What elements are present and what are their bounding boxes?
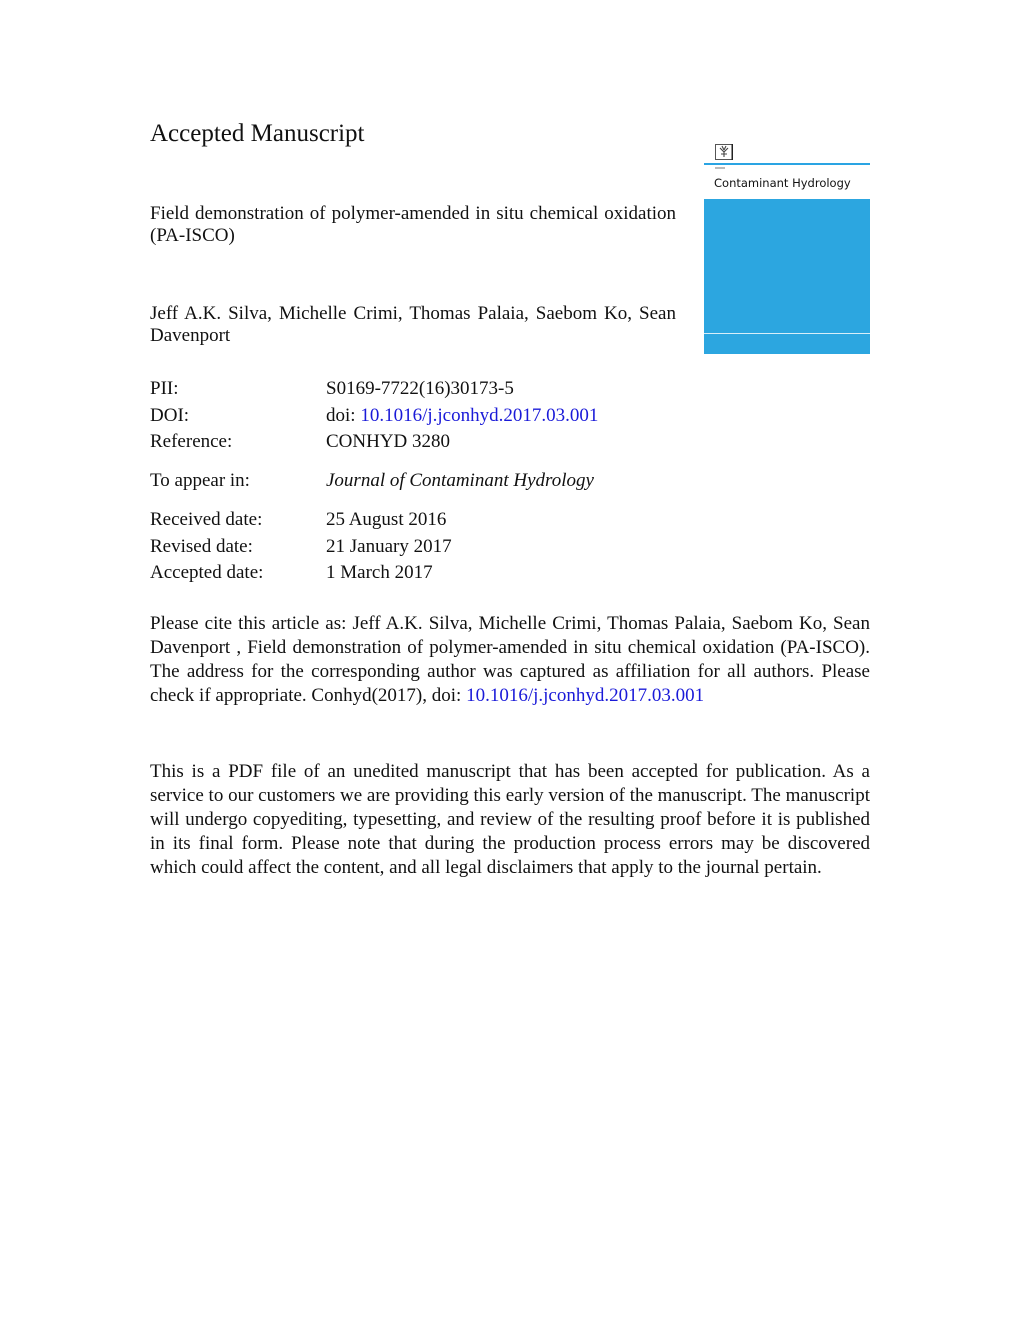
cover-color-block xyxy=(704,199,870,354)
cite-doi-link[interactable]: 10.1016/j.jconhyd.2017.03.001 xyxy=(466,685,705,706)
cover-small-text xyxy=(715,167,725,169)
cover-journal-name: Contaminant Hydrology xyxy=(714,176,851,190)
pii-value: S0169-7722(16)30173-5 xyxy=(326,378,514,399)
elsevier-tree-icon xyxy=(715,144,733,160)
cover-divider xyxy=(704,333,870,334)
doi-link[interactable]: 10.1016/j.jconhyd.2017.03.001 xyxy=(360,405,599,426)
doi-value xyxy=(326,404,598,428)
doi-prefix: doi: xyxy=(326,405,356,426)
cite-paragraph xyxy=(150,612,870,708)
appear-label: To appear in: xyxy=(150,470,250,491)
pii-label: PII: xyxy=(150,378,179,399)
journal-cover xyxy=(704,142,870,354)
revised-label: Revised date: xyxy=(150,536,253,557)
revised-value: 21 January 2017 xyxy=(326,536,452,557)
accepted-label: Accepted date: xyxy=(150,562,264,583)
cover-top-rule xyxy=(704,163,870,165)
disclaimer-paragraph: This is a PDF file of an unedited manuscript that has been accepted for publication. As a service to our customers we are providing this early version of the manuscript. The manuscript will undergo copyediting, typesetting, and review of the resulting proof before it is published in its final form. Please note that during the production process errors may be discovered which could affect the content, and all legal disclaimers that apply to the journal pertain. xyxy=(150,761,870,878)
reference-value: CONHYD 3280 xyxy=(326,431,451,452)
received-label: Received date: xyxy=(150,509,263,530)
appear-value: Journal of Contaminant Hydrology xyxy=(326,470,594,491)
cite-text: Please cite this article as: Jeff A.K. Silva, Michelle Crimi, Thomas Palaia, Saebom Ko, Sean Davenport , Field demonstration of polymer-amended in situ chemical oxidation (PA-ISCO). The address for the corresponding author was captured as affiliation for all authors. Please check if appropriate. Conhyd(2017), doi: xyxy=(150,613,870,706)
doi-label: DOI: xyxy=(150,405,190,426)
article-title: Field demonstration of polymer-amended in situ chemical oxidation (PA-ISCO) xyxy=(150,203,676,246)
article-authors: Jeff A.K. Silva, Michelle Crimi, Thomas Palaia, Saebom Ko, Sean Davenport xyxy=(150,303,676,346)
received-value: 25 August 2016 xyxy=(326,509,447,530)
accepted-value: 1 March 2017 xyxy=(326,562,433,583)
page-heading: Accepted Manuscript xyxy=(150,120,365,147)
reference-label: Reference: xyxy=(150,431,233,452)
